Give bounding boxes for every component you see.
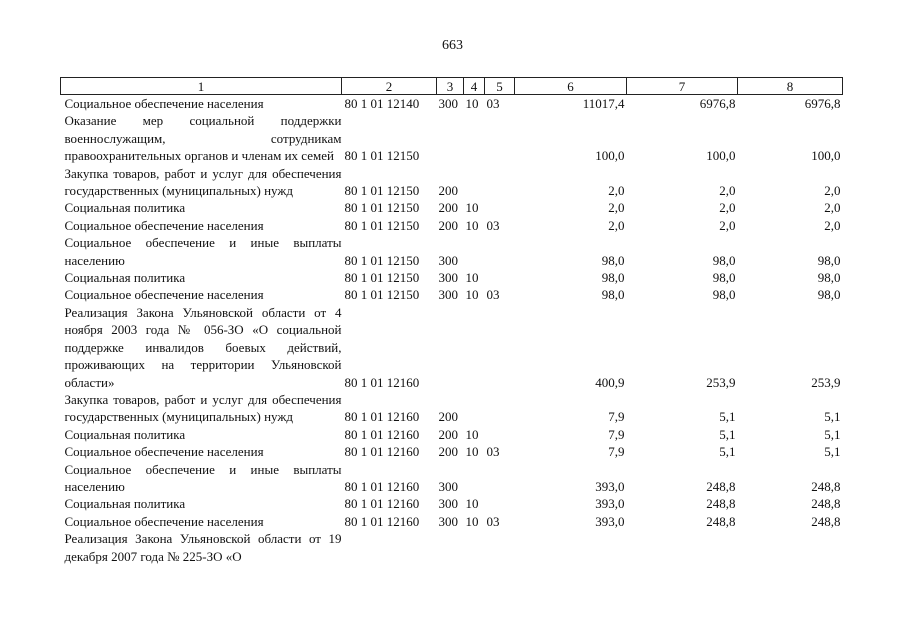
table-row — [61, 530, 843, 565]
row-value-col8: 98,0 — [817, 270, 841, 286]
row-value-col7: 98,0 — [712, 252, 736, 268]
row-value-col6: 7,9 — [608, 444, 625, 460]
table-row — [61, 112, 843, 164]
row-section: 10 — [465, 96, 479, 111]
row-expense-type: 300 — [438, 513, 458, 529]
table-row — [61, 217, 843, 234]
row-value-col7: 98,0 — [712, 287, 736, 303]
row-name: Оказание мер социальной поддержки военнослужащим, сотрудникам правоохранительных органов и членам их семей — [64, 113, 342, 164]
row-section — [464, 112, 485, 164]
row-code: 80 1 01 12160 — [344, 426, 420, 442]
table-row — [61, 304, 843, 391]
row-value-col6: 98,0 — [601, 287, 625, 303]
row-section: 10 — [465, 200, 479, 216]
row-section — [464, 165, 485, 200]
table-row — [61, 391, 843, 426]
row-code: 80 1 01 12160 — [344, 409, 420, 425]
row-section — [464, 391, 485, 426]
row-name: Социальное обеспечение населения — [64, 217, 264, 233]
row-expense-type: 200 — [438, 444, 458, 460]
row-value-col8: 2,0 — [824, 183, 841, 199]
table-row — [61, 286, 843, 303]
row-value-col7: 253,9 — [706, 374, 736, 390]
row-code: 80 1 01 12160 — [344, 513, 420, 529]
header-cell-8: 8 — [738, 78, 843, 95]
row-value-col6 — [515, 530, 627, 565]
row-name: Социальная политика — [64, 200, 186, 216]
page-number: 663 — [442, 38, 463, 53]
row-value-col8: 6976,8 — [804, 96, 841, 111]
row-value-col6: 2,0 — [608, 183, 625, 199]
row-name: Социальное обеспечение и иные выплаты населению — [64, 235, 342, 268]
row-subsection: 03 — [486, 444, 500, 460]
row-subsection: 03 — [486, 217, 500, 233]
row-expense-type: 300 — [438, 96, 458, 111]
row-value-col8: 2,0 — [824, 217, 841, 233]
row-expense-type — [437, 304, 464, 391]
row-value-col7: 248,8 — [706, 496, 736, 512]
row-code: 80 1 01 12140 — [344, 96, 420, 111]
row-value-col6: 393,0 — [595, 513, 625, 529]
row-value-col7: 5,1 — [719, 409, 736, 425]
row-value-col8: 5,1 — [824, 444, 841, 460]
table-row — [61, 269, 843, 286]
row-name: Социальная политика — [64, 426, 186, 442]
row-value-col8: 253,9 — [811, 374, 841, 390]
row-value-col7: 2,0 — [719, 200, 736, 216]
row-value-col7: 100,0 — [706, 148, 736, 164]
row-subsection — [485, 461, 515, 496]
row-name: Социальная политика — [64, 270, 186, 286]
row-section — [464, 530, 485, 565]
row-name: Социальное обеспечение и иные выплаты населению — [64, 461, 342, 494]
row-subsection — [485, 269, 515, 286]
header-row — [61, 78, 843, 95]
row-value-col7: 2,0 — [719, 217, 736, 233]
row-subsection — [485, 165, 515, 200]
table-row — [61, 495, 843, 512]
row-value-col7: 6976,8 — [699, 96, 736, 111]
row-subsection: 03 — [486, 513, 500, 529]
row-expense-type — [437, 112, 464, 164]
row-value-col8: 100,0 — [811, 148, 841, 164]
row-section: 10 — [465, 426, 479, 442]
table-row — [61, 513, 843, 530]
row-expense-type: 200 — [438, 183, 458, 199]
row-expense-type: 300 — [438, 270, 458, 286]
row-value-col6: 100,0 — [595, 148, 625, 164]
row-value-col6: 7,9 — [608, 409, 625, 425]
header-cell-6: 6 — [515, 78, 627, 95]
table-row — [61, 443, 843, 460]
row-value-col7: 2,0 — [719, 183, 736, 199]
row-value-col6: 11017,4 — [582, 96, 625, 111]
row-name: Реализация Закона Ульяновской области от 19 декабря 2007 года № 225-ЗО «О — [64, 531, 342, 564]
row-value-col8: 2,0 — [824, 200, 841, 216]
row-subsection — [485, 426, 515, 443]
row-section: 10 — [465, 444, 479, 460]
row-name: Социальное обеспечение населения — [64, 287, 264, 303]
header-cell-4: 4 — [464, 78, 485, 95]
row-section: 10 — [465, 496, 479, 512]
row-name: Закупка товаров, работ и услуг для обеспечения государственных (муниципальных) нужд — [64, 391, 342, 425]
header-cell-5: 5 — [485, 78, 515, 95]
table-row — [61, 95, 843, 113]
row-section — [464, 234, 485, 269]
row-expense-type: 200 — [438, 409, 458, 425]
row-value-col7: 5,1 — [719, 426, 736, 442]
row-subsection — [485, 304, 515, 391]
header-cell-1: 1 — [61, 78, 342, 95]
row-value-col7: 248,8 — [706, 513, 736, 529]
row-expense-type — [437, 530, 464, 565]
row-name: Реализация Закона Ульяновской области от 4 ноября 2003 года № 056-ЗО «О социальной поддержке инвалидов боевых действий, проживающих на территории Ульяновской области» — [64, 304, 342, 390]
row-name: Социальное обеспечение населения — [64, 513, 264, 529]
row-code: 80 1 01 12150 — [344, 287, 420, 303]
row-expense-type: 200 — [438, 426, 458, 442]
row-subsection — [485, 495, 515, 512]
row-value-col7: 5,1 — [719, 444, 736, 460]
row-expense-type: 300 — [438, 287, 458, 303]
row-section — [464, 461, 485, 496]
row-value-col6: 98,0 — [601, 270, 625, 286]
row-section — [464, 304, 485, 391]
row-value-col6: 393,0 — [595, 496, 625, 512]
row-subsection: 03 — [486, 96, 500, 111]
row-section: 10 — [465, 513, 479, 529]
table-row — [61, 199, 843, 216]
row-code — [342, 530, 437, 565]
row-subsection: 03 — [486, 287, 500, 303]
row-value-col8 — [738, 530, 843, 565]
row-value-col8: 98,0 — [817, 252, 841, 268]
row-code: 80 1 01 12150 — [344, 217, 420, 233]
row-code: 80 1 01 12150 — [344, 200, 420, 216]
row-expense-type: 200 — [438, 200, 458, 216]
row-name: Социальное обеспечение населения — [64, 96, 264, 111]
row-code: 80 1 01 12160 — [344, 444, 420, 460]
row-expense-type: 300 — [438, 496, 458, 512]
row-section: 10 — [465, 270, 479, 286]
row-code: 80 1 01 12150 — [344, 148, 420, 164]
row-value-col7: 248,8 — [706, 478, 736, 494]
header-cell-2: 2 — [342, 78, 437, 95]
row-subsection — [485, 234, 515, 269]
row-section: 10 — [465, 217, 479, 233]
row-value-col8: 98,0 — [817, 287, 841, 303]
table-row — [61, 165, 843, 200]
row-code: 80 1 01 12150 — [344, 252, 420, 268]
row-code: 80 1 01 12150 — [344, 183, 420, 199]
header-cell-3: 3 — [437, 78, 464, 95]
row-code: 80 1 01 12160 — [344, 496, 420, 512]
row-code: 80 1 01 12150 — [344, 270, 420, 286]
row-subsection — [485, 199, 515, 216]
table-row — [61, 234, 843, 269]
table-row — [61, 426, 843, 443]
row-value-col6: 393,0 — [595, 478, 625, 494]
row-code: 80 1 01 12160 — [344, 374, 420, 390]
row-expense-type: 300 — [438, 478, 458, 494]
row-value-col8: 248,8 — [811, 513, 841, 529]
row-value-col6: 2,0 — [608, 200, 625, 216]
row-value-col8: 248,8 — [811, 496, 841, 512]
header-cell-7: 7 — [627, 78, 738, 95]
row-value-col6: 7,9 — [608, 426, 625, 442]
table-row — [61, 461, 843, 496]
row-value-col6: 98,0 — [601, 252, 625, 268]
row-section: 10 — [465, 287, 479, 303]
row-subsection — [485, 112, 515, 164]
row-name: Социальная политика — [64, 496, 186, 512]
row-value-col7: 98,0 — [712, 270, 736, 286]
row-subsection — [485, 530, 515, 565]
row-value-col8: 5,1 — [824, 426, 841, 442]
budget-table — [60, 77, 843, 565]
row-code: 80 1 01 12160 — [344, 478, 420, 494]
row-value-col7 — [627, 530, 738, 565]
row-expense-type: 200 — [438, 217, 458, 233]
row-value-col6: 2,0 — [608, 217, 625, 233]
row-value-col6: 400,9 — [595, 374, 625, 390]
row-name: Закупка товаров, работ и услуг для обеспечения государственных (муниципальных) нужд — [64, 165, 342, 199]
row-subsection — [485, 391, 515, 426]
row-value-col8: 5,1 — [824, 409, 841, 425]
row-expense-type: 300 — [438, 252, 458, 268]
row-name: Социальное обеспечение населения — [64, 444, 264, 460]
row-value-col8: 248,8 — [811, 478, 841, 494]
